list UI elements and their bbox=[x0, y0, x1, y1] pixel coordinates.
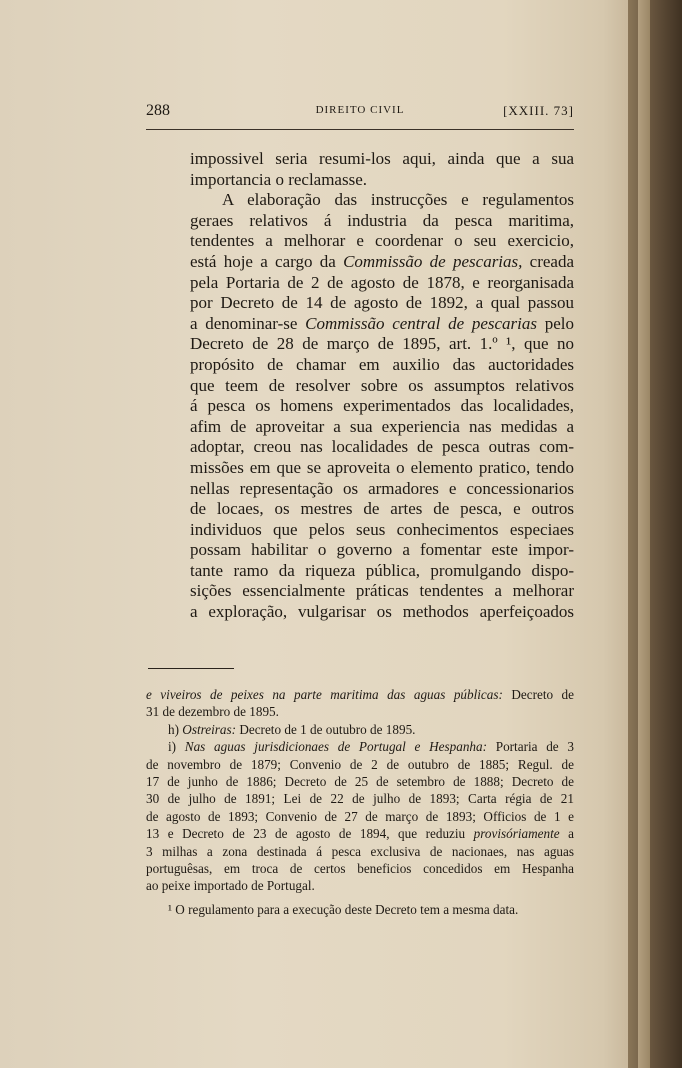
text-line: propósito de chamar em auxilio das auctoridades bbox=[190, 354, 574, 374]
text-line: possam habilitar o governo a fomentar este impor- bbox=[190, 540, 574, 560]
text-run: Portaria de 3 bbox=[487, 739, 574, 755]
text-line: importancia o reclamasse. bbox=[190, 169, 368, 189]
text-line: impossivel seria resumi-los aqui, ainda que a sua bbox=[190, 149, 574, 168]
footnote-line: de novembro de 1879; Convenio de 2 de outubro de 1885; Regul. de bbox=[146, 756, 574, 772]
text-run: a bbox=[559, 826, 574, 842]
page-edge bbox=[628, 0, 682, 1068]
text-line: A elaboração das instrucções e regulamentos bbox=[222, 190, 574, 210]
text-line: sições essencialmente práticas tendentes a melhorar bbox=[190, 581, 574, 601]
footnote-line: 3 milhas a zona destinada á pesca exclusiva de nacionaes, nas aguas bbox=[146, 843, 574, 859]
text-line: pela Portaria de 2 de agosto de 1878, e reorganisada bbox=[190, 272, 574, 292]
text-line: Decreto de 28 de março de 1895, art. 1.º ¹, que no bbox=[190, 334, 574, 354]
italic-text: Ostreiras: bbox=[182, 721, 237, 737]
section-reference: [XXIII. 73] bbox=[503, 103, 574, 118]
footnote-line bbox=[146, 721, 574, 738]
footnote-line bbox=[146, 738, 574, 755]
running-title: DIREITO CIVIL bbox=[315, 104, 405, 116]
text-run: h) bbox=[168, 721, 183, 737]
text-line: individuos que pelos seus conhecimentos especiaes bbox=[190, 519, 574, 539]
text-line: por Decreto de 14 de agosto de 1892, a qual passou bbox=[190, 293, 574, 313]
footnote-line: 30 de julho de 1891; Lei de 22 de julho de 1893; Carta régia de 21 bbox=[146, 791, 574, 807]
text-line bbox=[146, 314, 574, 335]
text-line: de locaes, os mestres de artes de pesca, e outros bbox=[190, 499, 574, 519]
text-line: a exploração, vulgarisar os methodos aperfeiçoados bbox=[190, 602, 574, 622]
footnotes bbox=[146, 686, 574, 918]
footnote-line bbox=[146, 825, 574, 842]
text-run: está hoje a cargo da bbox=[190, 251, 344, 271]
page-number: 288 bbox=[146, 102, 170, 119]
italic-text: provisóriamente bbox=[473, 826, 560, 842]
text-line: tendentes a melhorar e coordenar o seu exercicio, bbox=[190, 231, 574, 251]
footnote-line: de agosto de 1893; Convenio de 27 de março de 1893; Officios de 1 e bbox=[146, 808, 574, 824]
text-run: pelo bbox=[537, 313, 574, 333]
italic-text: Nas aguas jurisdicionaes de Portugal e Hespanha: bbox=[184, 739, 487, 755]
text-run: 13 e Decreto de 23 de agosto de 1894, que reduziu bbox=[146, 826, 474, 842]
text-run: i) bbox=[168, 739, 185, 755]
text-line: afim de aproveitar a sua experiencia nas medidas a bbox=[190, 416, 574, 436]
text-run: Decreto de bbox=[502, 687, 574, 702]
text-line bbox=[146, 252, 574, 273]
footnote-line: ao peixe importado de Portugal. bbox=[146, 878, 315, 894]
footnote-line: portuguêsas, em troca de certos beneficios concedidos em Hespanha bbox=[146, 861, 574, 877]
footnote-line bbox=[146, 686, 574, 703]
italic-text: e viveiros de peixes na parte maritima das aguas públicas: bbox=[146, 687, 503, 702]
running-header bbox=[146, 102, 574, 124]
text-line: que teem de resolver sobre os assumptos relativos bbox=[190, 375, 574, 395]
footnote-separator bbox=[148, 668, 234, 669]
text-line: á pesca os homens experimentados das localidades, bbox=[190, 396, 574, 416]
text-run: Decreto de 1 de outubro de 1895. bbox=[236, 721, 416, 737]
text-line: nellas representação os armadores e concessionarios bbox=[190, 478, 574, 498]
text-line: tante ramo da riqueza pública, promulgando dispo- bbox=[190, 560, 574, 580]
italic-text: Commissão central de pescarias bbox=[305, 313, 537, 333]
text-line: geraes relativos á industria da pesca maritima, bbox=[190, 210, 574, 230]
main-text bbox=[146, 149, 574, 623]
footnote-line: 31 de dezembro de 1895. bbox=[146, 704, 279, 720]
footnote-line: ¹ O regulamento para a execução deste Decreto tem a mesma data. bbox=[168, 901, 519, 917]
text-line: adoptar, creou nas localidades de pesca outras com- bbox=[190, 437, 574, 457]
header-rule bbox=[146, 129, 574, 130]
text-run: a denominar-se bbox=[190, 313, 306, 333]
footnote-line: 17 de junho de 1886; Decreto de 25 de setembro de 1888; Decreto de bbox=[146, 774, 574, 790]
text-line: missões em que se aproveita o elemento pratico, tendo bbox=[190, 457, 574, 477]
text-run: creada bbox=[522, 251, 575, 271]
italic-text: Commissão de pescarias, bbox=[343, 251, 523, 271]
